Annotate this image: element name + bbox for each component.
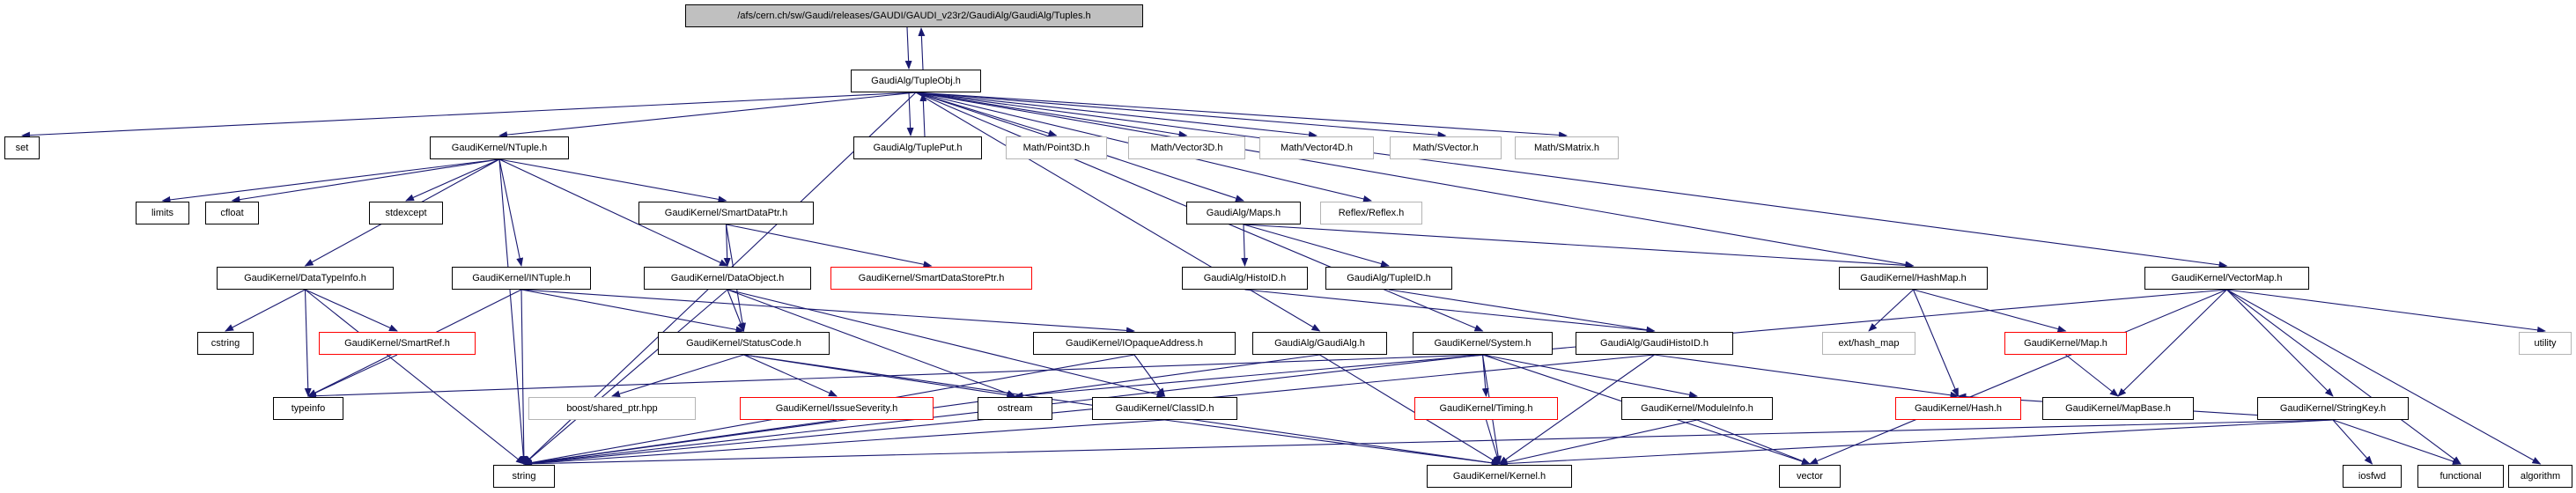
graph-node-limits[interactable]: limits	[136, 202, 189, 224]
graph-node-vectormap[interactable]: GaudiKernel/VectorMap.h	[2144, 267, 2309, 290]
graph-node-cfloat[interactable]: cfloat	[205, 202, 259, 224]
graph-node-reflex: Reflex/Reflex.h	[1320, 202, 1422, 224]
graph-node-gaudihistoid[interactable]: GaudiAlg/GaudiHistoID.h	[1576, 332, 1733, 355]
include-edge-tupleobj-to-hashmap	[916, 92, 1914, 266]
include-edge-system-to-typeinfo	[308, 355, 1483, 396]
include-edge-gaudihistoid-to-hash	[1655, 355, 1959, 396]
include-edge-stringkey-to-kernel	[1500, 420, 2334, 464]
include-edge-moduleinfo-to-vector	[1697, 420, 1810, 464]
graph-node-datatypeinfo[interactable]: GaudiKernel/DataTypeInfo.h	[217, 267, 394, 290]
include-edge-dataobject-to-string	[524, 290, 727, 464]
include-edge-statuscode-to-ostream	[744, 355, 1015, 396]
include-edge-tupleid-to-gaudihistoid	[1389, 290, 1655, 331]
graph-node-vector3d: Math/Vector3D.h	[1128, 136, 1245, 159]
include-edge-vectormap-to-vector	[1810, 290, 2227, 464]
graph-node-functional[interactable]: functional	[2417, 465, 2504, 488]
include-edge-dataobject-to-statuscode	[727, 290, 744, 331]
graph-node-smartref[interactable]: GaudiKernel/SmartRef.h	[319, 332, 476, 355]
include-edge-tuples-to-tupleobj	[907, 27, 909, 69]
include-edge-map-to-mapbase	[2066, 355, 2119, 396]
graph-node-moduleinfo[interactable]: GaudiKernel/ModuleInfo.h	[1621, 397, 1773, 420]
graph-node-ostream[interactable]: ostream	[978, 397, 1052, 420]
include-edge-datatypeinfo-to-smartref	[306, 290, 398, 331]
include-edge-vectormap-to-mapbase	[2118, 290, 2227, 396]
include-edge-classid-to-kernel	[1165, 420, 1500, 464]
include-edge-maps-to-tupleid	[1244, 224, 1389, 266]
include-edge-maps-to-hashmap	[1244, 224, 1914, 266]
graph-node-svector: Math/SVector.h	[1390, 136, 1502, 159]
include-edge-vectormap-to-stringkey	[2227, 290, 2334, 396]
include-edge-datatypeinfo-to-cstring	[225, 290, 306, 331]
graph-node-utility: utility	[2519, 332, 2572, 355]
graph-node-maps[interactable]: GaudiAlg/Maps.h	[1186, 202, 1301, 224]
graph-node-smartdatastoreptr[interactable]: GaudiKernel/SmartDataStorePtr.h	[830, 267, 1032, 290]
graph-node-ntuple[interactable]: GaudiKernel/NTuple.h	[430, 136, 569, 159]
graph-node-tupleobj[interactable]: GaudiAlg/TupleObj.h	[851, 70, 981, 92]
graph-node-histoid[interactable]: GaudiAlg/HistoID.h	[1182, 267, 1308, 290]
include-edge-tupleobj-to-vector3d	[916, 92, 1187, 136]
graph-node-map[interactable]: GaudiKernel/Map.h	[2004, 332, 2127, 355]
include-edge-hashmap-to-exthashmap	[1869, 290, 1914, 331]
graph-node-exthashmap: ext/hash_map	[1822, 332, 1915, 355]
include-edge-ntuple-to-smartdataptr	[499, 159, 727, 201]
include-edge-hashmap-to-hash	[1914, 290, 1959, 396]
graph-node-gaudialg[interactable]: GaudiAlg/GaudiAlg.h	[1252, 332, 1387, 355]
graph-node-dataobject[interactable]: GaudiKernel/DataObject.h	[644, 267, 811, 290]
include-edge-datatypeinfo-to-typeinfo	[306, 290, 309, 396]
include-edge-ntuple-to-string	[499, 159, 524, 464]
include-edge-tupleobj-to-vector4d	[916, 92, 1317, 136]
graph-node-stringkey[interactable]: GaudiKernel/StringKey.h	[2257, 397, 2409, 420]
include-edge-classid-to-string	[524, 420, 1165, 464]
graph-node-cstring[interactable]: cstring	[197, 332, 254, 355]
graph-node-kernel[interactable]: GaudiKernel/Kernel.h	[1427, 465, 1572, 488]
graph-node-typeinfo[interactable]: typeinfo	[273, 397, 343, 420]
graph-node-iosfwd[interactable]: iosfwd	[2343, 465, 2402, 488]
graph-node-hash[interactable]: GaudiKernel/Hash.h	[1895, 397, 2021, 420]
include-edge-tupleobj-to-set	[22, 92, 916, 136]
graph-node-set[interactable]: set	[4, 136, 40, 159]
include-edge-tupleobj-to-tuples	[921, 28, 923, 70]
graph-node-mapbase[interactable]: GaudiKernel/MapBase.h	[2042, 397, 2194, 420]
graph-node-vector4d: Math/Vector4D.h	[1259, 136, 1374, 159]
graph-node-smartdataptr[interactable]: GaudiKernel/SmartDataPtr.h	[638, 202, 814, 224]
include-edge-statuscode-to-issueseverity	[744, 355, 838, 396]
graph-node-iopaque[interactable]: GaudiKernel/IOpaqueAddress.h	[1033, 332, 1236, 355]
include-edge-datatypeinfo-to-string	[306, 290, 525, 464]
graph-node-smatrix: Math/SMatrix.h	[1515, 136, 1619, 159]
include-edge-ntuple-to-intuple	[499, 159, 521, 266]
graph-node-stdexcept[interactable]: stdexcept	[369, 202, 443, 224]
graph-node-hashmap[interactable]: GaudiKernel/HashMap.h	[1839, 267, 1988, 290]
graph-node-statuscode[interactable]: GaudiKernel/StatusCode.h	[658, 332, 830, 355]
graph-node-string[interactable]: string	[493, 465, 555, 488]
graph-node-vector[interactable]: vector	[1779, 465, 1841, 488]
graph-node-timing[interactable]: GaudiKernel/Timing.h	[1414, 397, 1558, 420]
include-edge-ntuple-to-limits	[163, 159, 500, 201]
graph-node-classid[interactable]: GaudiKernel/ClassID.h	[1092, 397, 1237, 420]
include-edge-tupleobj-to-svector	[916, 92, 1446, 136]
include-edge-tupleobj-to-smatrix	[916, 92, 1567, 136]
include-edge-histoid-to-gaudihistoid	[1245, 290, 1655, 331]
graph-node-point3d: Math/Point3D.h	[1006, 136, 1107, 159]
graph-node-sharedptr: boost/shared_ptr.hpp	[528, 397, 696, 420]
include-edge-tupleput-to-tupleobj	[923, 93, 925, 136]
include-edge-moduleinfo-to-kernel	[1500, 420, 1698, 464]
include-edge-tupleobj-to-vectormap	[916, 92, 2227, 266]
include-edge-intuple-to-statuscode	[521, 290, 744, 331]
include-edge-statuscode-to-sharedptr	[612, 355, 744, 396]
include-edge-tupleobj-to-ntuple	[499, 92, 916, 136]
graph-node-algorithm[interactable]: algorithm	[2508, 465, 2572, 488]
graph-node-tuples: /afs/cern.ch/sw/Gaudi/releases/GAUDI/GAUDI_v23r2/GaudiAlg/GaudiAlg/Tuples.h	[685, 4, 1143, 27]
include-edge-ntuple-to-cfloat	[233, 159, 500, 201]
graph-node-issueseverity[interactable]: GaudiKernel/IssueSeverity.h	[740, 397, 934, 420]
graph-node-tupleput[interactable]: GaudiAlg/TuplePut.h	[853, 136, 982, 159]
include-edge-intuple-to-iopaque	[521, 290, 1134, 331]
graph-node-intuple[interactable]: GaudiKernel/INTuple.h	[452, 267, 591, 290]
graph-node-tupleid[interactable]: GaudiAlg/TupleID.h	[1325, 267, 1452, 290]
include-edge-smartdataptr-to-smartdatastoreptr	[727, 224, 932, 266]
graph-node-system[interactable]: GaudiKernel/System.h	[1413, 332, 1553, 355]
